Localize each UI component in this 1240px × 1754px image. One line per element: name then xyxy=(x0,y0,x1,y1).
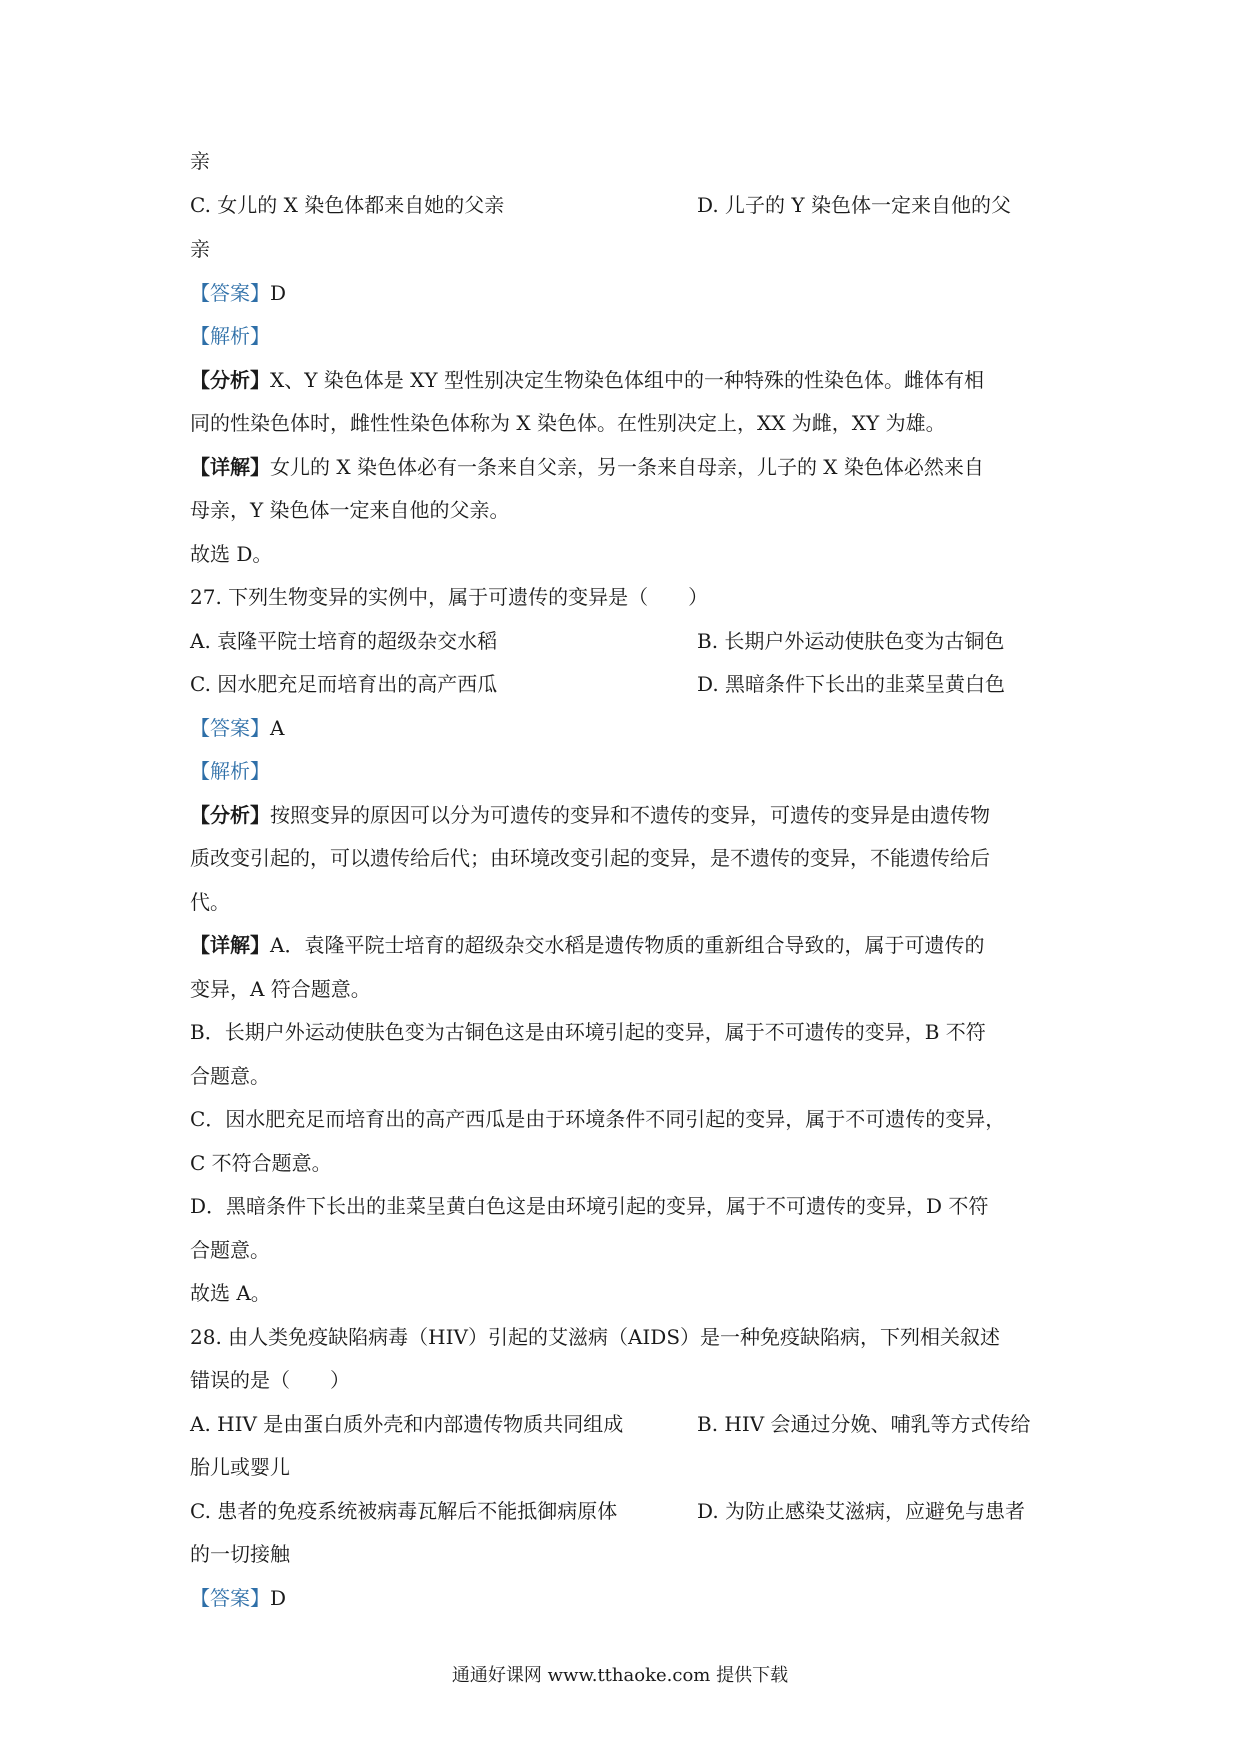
option-c: C. 女儿的 X 染色体都来自她的父亲 xyxy=(190,193,505,217)
q28-option-b-cont: 胎儿或婴儿 xyxy=(190,1455,290,1479)
q27-option-a: A. 袁隆平院士培育的超级杂交水稻 xyxy=(190,629,498,653)
q28-option-d-cont: 的一切接触 xyxy=(190,1542,290,1566)
fenxi-label: 【分析】 xyxy=(190,368,270,392)
text-line: B．长期户外运动使肤色变为古铜色这是由环境引起的变异，属于不可遗传的变异，B 不符 xyxy=(190,1020,986,1044)
xiangjie-line xyxy=(190,932,984,958)
answer-label: 【答案】 xyxy=(190,1586,270,1610)
jiexi-label: 【解析】 xyxy=(190,759,270,783)
text-line: D．黑暗条件下长出的韭菜呈黄白色这是由环境引起的变异，属于不可遗传的变异，D 不符 xyxy=(190,1194,989,1218)
fenxi-line xyxy=(190,367,984,393)
page-footer: 通通好课网 www.tthaoke.com 提供下载 xyxy=(451,1665,789,1686)
fenxi-text: 按照变异的原因可以分为可遗传的变异和不遗传的变异，可遗传的变异是由遗传物 xyxy=(270,803,990,827)
guxuan-line: 故选 D。 xyxy=(190,542,273,566)
answer-value: A xyxy=(270,716,285,740)
question-27-stem: 27. 下列生物变异的实例中，属于可遗传的变异是（ ） xyxy=(190,585,709,609)
text-line: 合题意。 xyxy=(190,1064,270,1088)
answer-line xyxy=(190,1585,286,1611)
text-line: 变异，A 符合题意。 xyxy=(190,977,371,1001)
answer-value: D xyxy=(270,281,287,305)
text-line: 同的性染色体时，雌性性染色体称为 X 染色体。在性别决定上，XX 为雌，XY 为雄。 xyxy=(190,411,946,435)
option-d-cont: 亲 xyxy=(190,237,210,261)
guxuan-line: 故选 A。 xyxy=(190,1281,271,1305)
q28-option-d: D. 为防止感染艾滋病，应避免与患者 xyxy=(697,1499,1026,1523)
jiexi-label: 【解析】 xyxy=(190,324,270,348)
text-line: C．因水肥充足而培育出的高产西瓜是由于环境条件不同引起的变异，属于不可遗传的变异， xyxy=(190,1107,1006,1131)
xiangjie-label: 【详解】 xyxy=(190,455,270,479)
answer-label: 【答案】 xyxy=(190,716,270,740)
question-28-stem-cont: 错误的是（ ） xyxy=(190,1368,350,1392)
q28-option-a: A. HIV 是由蛋白质外壳和内部遗传物质共同组成 xyxy=(190,1412,624,1436)
q28-option-b: B. HIV 会通过分娩、哺乳等方式传给 xyxy=(697,1412,1031,1436)
text-line: 亲 xyxy=(190,149,210,173)
fenxi-text: X、Y 染色体是 XY 型性别决定生物染色体组中的一种特殊的性染色体。雌体有相 xyxy=(270,368,984,392)
answer-line xyxy=(190,280,286,306)
q28-option-c: C. 患者的免疫系统被病毒瓦解后不能抵御病原体 xyxy=(190,1499,618,1523)
q27-option-d: D. 黑暗条件下长出的韭菜呈黄白色 xyxy=(697,672,1006,696)
fenxi-label: 【分析】 xyxy=(190,803,270,827)
xiangjie-line xyxy=(190,454,984,480)
text-line: 母亲，Y 染色体一定来自他的父亲。 xyxy=(190,498,510,522)
xiangjie-label: 【详解】 xyxy=(190,933,270,957)
q27-option-c: C. 因水肥充足而培育出的高产西瓜 xyxy=(190,672,498,696)
question-28-stem: 28. 由人类免疫缺陷病毒（HIV）引起的艾滋病（AIDS）是一种免疫缺陷病，下列相关叙述 xyxy=(190,1325,1001,1349)
xiangjie-text: A．袁隆平院士培育的超级杂交水稻是遗传物质的重新组合导致的，属于可遗传的 xyxy=(270,933,985,957)
answer-label: 【答案】 xyxy=(190,281,270,305)
text-line: 合题意。 xyxy=(190,1238,270,1262)
text-line: 代。 xyxy=(190,890,230,914)
xiangjie-text: 女儿的 X 染色体必有一条来自父亲，另一条来自母亲，儿子的 X 染色体必然来自 xyxy=(270,455,984,479)
fenxi-line xyxy=(190,802,990,828)
answer-line xyxy=(190,715,284,741)
option-d: D. 儿子的 Y 染色体一定来自他的父 xyxy=(697,193,1011,217)
text-line: C 不符合题意。 xyxy=(190,1151,332,1175)
q27-option-b: B. 长期户外运动使肤色变为古铜色 xyxy=(697,629,1005,653)
answer-value: D xyxy=(270,1586,287,1610)
text-line: 质改变引起的，可以遗传给后代；由环境改变引起的变异，是不遗传的变异，不能遗传给后 xyxy=(190,846,990,870)
